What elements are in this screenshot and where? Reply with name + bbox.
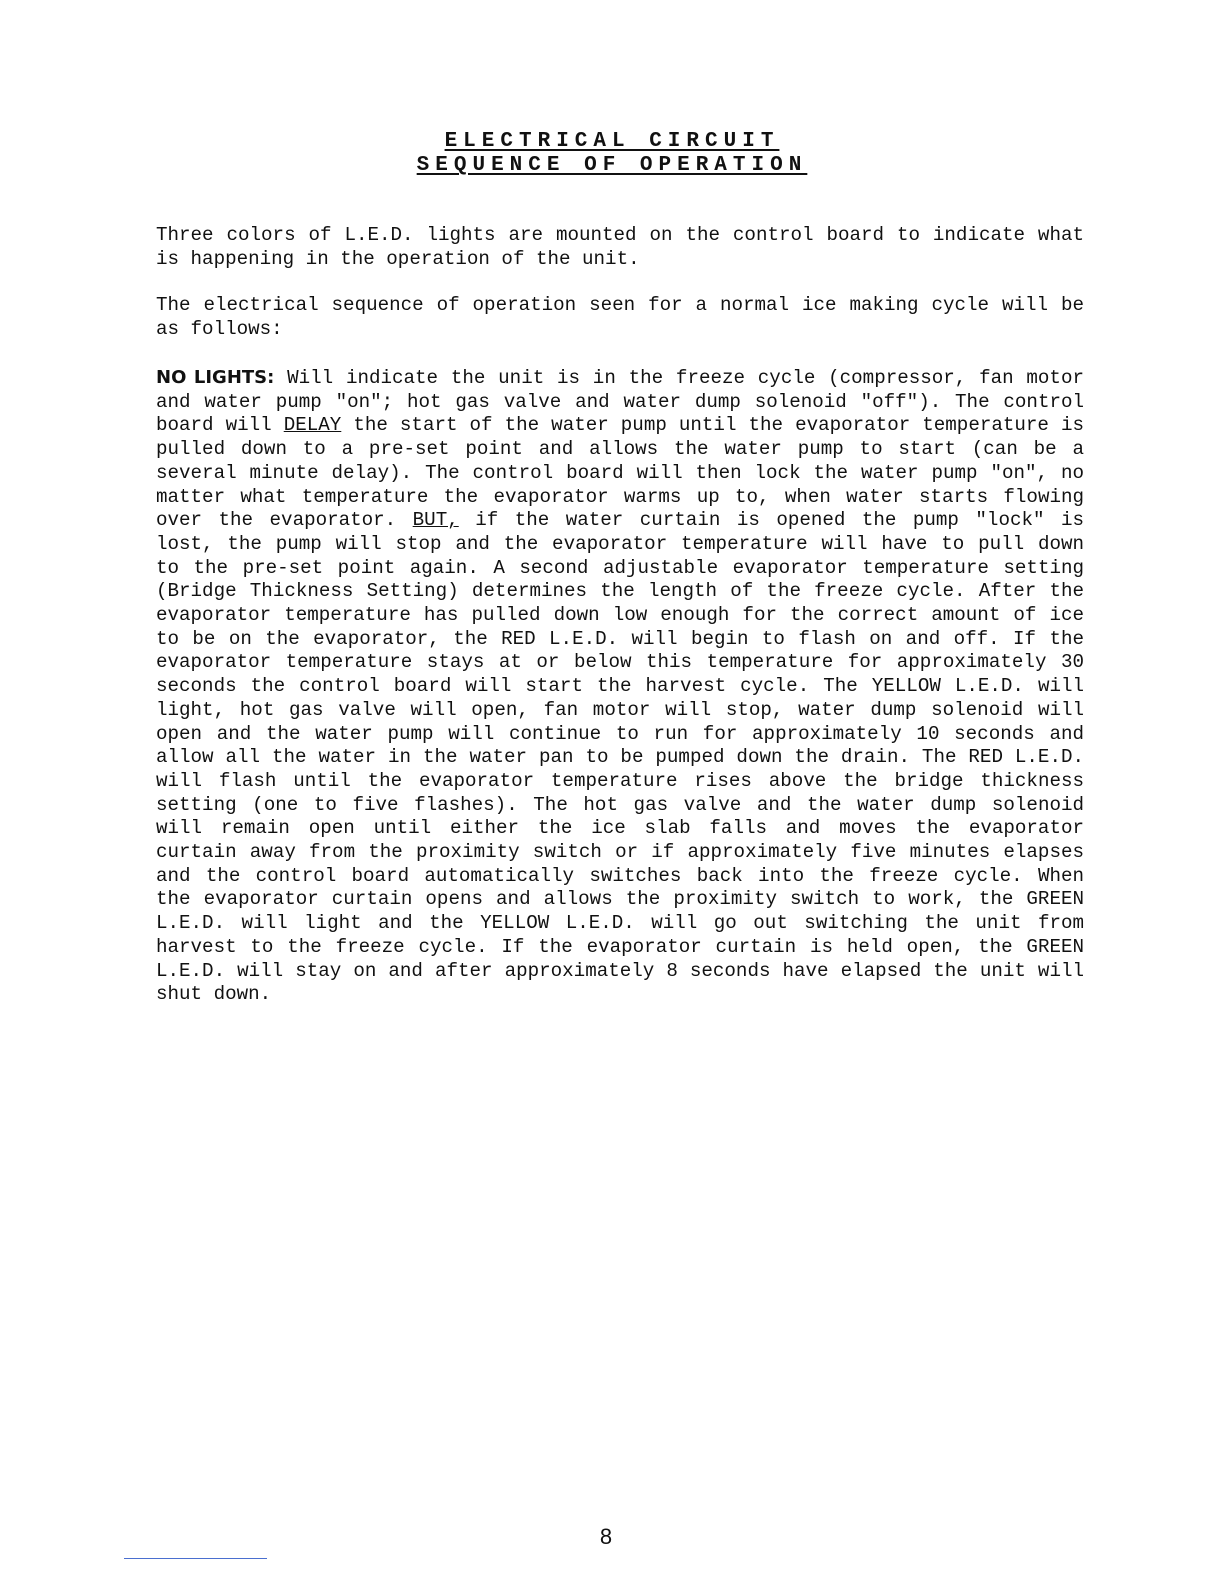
page-number: 8 (599, 1524, 613, 1549)
no-lights-text-3: if the water curtain is opened the pump "lock" is lost, the pump will stop and the evaporator temperature will have to pull down to the pre-set point again. A second adjustable evaporator temperature setting (Bridge Thickness Setting) determines the length of the freeze cycle. After the evaporator temperature has pulled down low enough for the correct amount of ice to be on the evaporator, the RED L.E.D. will begin to flash on and off. If the evaporator temperature stays at or below this temperature for approximately 30 seconds the control board will start the harvest cycle. The YELLOW L.E.D. will light, hot gas valve will open, fan motor will stop, water dump solenoid will open and the water pump will continue to run for approximately 10 seconds and allow all the water in the water pan to be pumped down the drain. The RED L.E.D. will flash until the evaporator temperature rises above the bridge thickness setting (one to five flashes). The hot gas valve and the water dump solenoid will remain open until either the ice slab falls and moves the evaporator curtain away from the proximity switch or if approximately five minutes elapses and the control board automatically switches back into the freeze cycle. When the evaporator curtain opens and allows the proximity switch to work, the GREEN L.E.D. will light and the YELLOW L.E.D. will go out switching the unit from harvest to the freeze cycle. If the evaporator curtain is held open, the GREEN L.E.D. will stay on and after approximately 8 seconds have elapsed the unit will shut down. (156, 509, 1084, 1006)
no-lights-heading: NO LIGHTS: (156, 367, 275, 388)
no-lights-text-2: the start of the water pump until the evaporator temperature is pulled down to a pre-set point and allows the water pump to start (can be a several minute delay). The control board will then lock the water pump "on", no matter what temperature the evaporator warms up to, when water starts flowing over the evaporator. (156, 414, 1084, 532)
but-emphasis: BUT, (412, 509, 459, 532)
title-line-2: SEQUENCE OF OPERATION (416, 154, 808, 177)
footnote-divider (124, 1558, 267, 1559)
no-lights-paragraph (156, 366, 1084, 1007)
no-lights-text-1: Will indicate the unit is in the freeze cycle (compressor, fan motor and water pump "on"; hot gas valve and water dump solenoid "off"). The control board will (156, 367, 1084, 437)
delay-emphasis: DELAY (283, 414, 342, 437)
intro-paragraph: Three colors of L.E.D. lights are mounted on the control board to indicate what is happening in the operation of the unit. (156, 224, 1084, 270)
sequence-intro-paragraph: The electrical sequence of operation seen for a normal ice making cycle will be as follows: (156, 294, 1084, 340)
title-line-1: ELECTRICAL CIRCUIT (444, 130, 780, 153)
